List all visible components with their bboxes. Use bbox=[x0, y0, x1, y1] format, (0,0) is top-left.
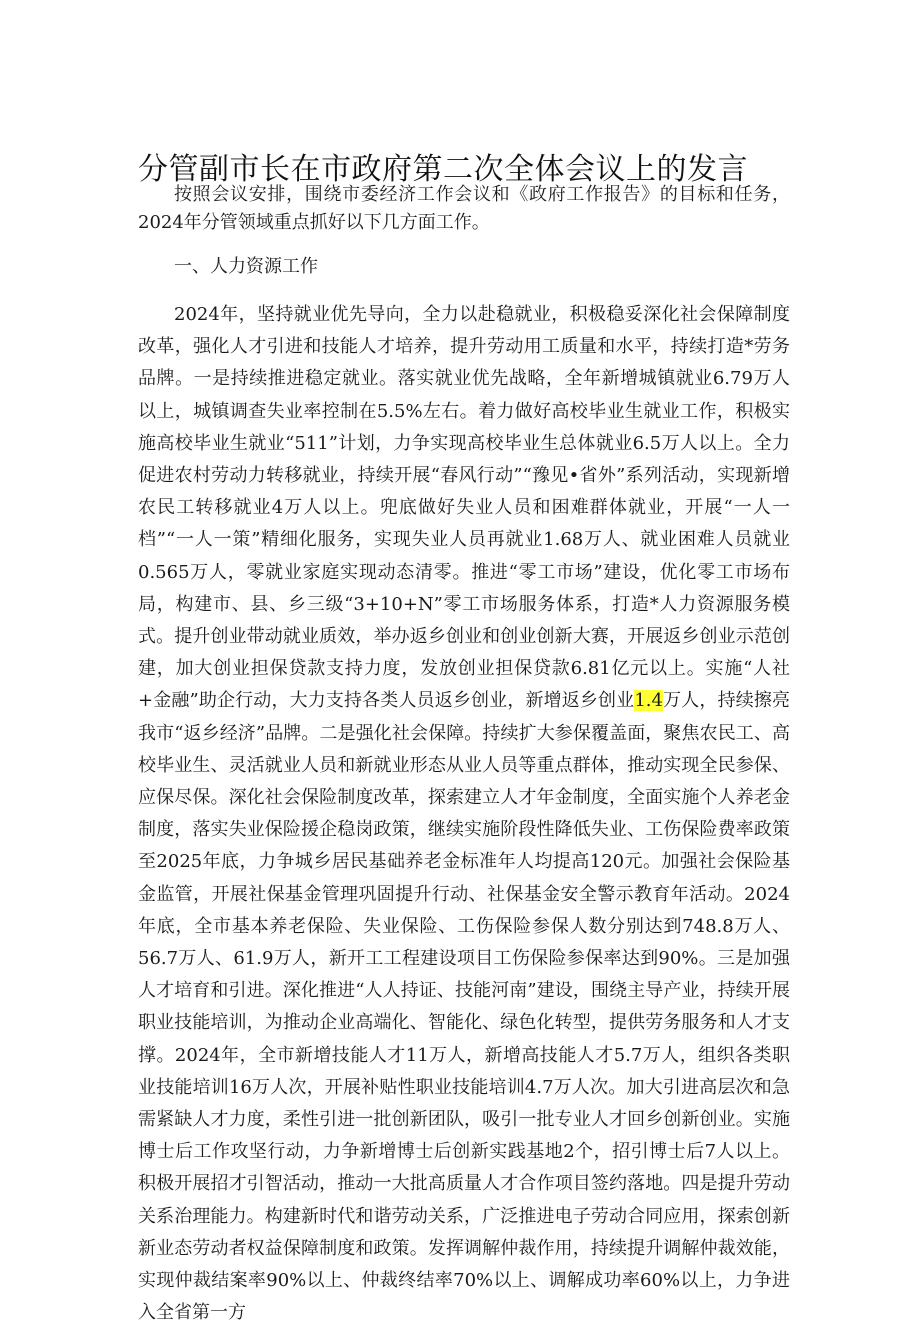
intro-paragraph: 按照会议安排，围绕市委经济工作会议和《政府工作报告》的目标和任务，2024年分管领域重点抓好以下几方面工作。 bbox=[138, 184, 790, 233]
document-body bbox=[138, 181, 790, 1330]
main-paragraph bbox=[138, 299, 790, 1330]
main-text-before: 2024年，坚持就业优先导向，全力以赴稳就业，积极稳妥深化社会保障制度改革，强化人才引进和技能人才培养，提升劳动用工质量和水平，持续打造*劳务品牌。一是持续推进稳定就业。落实就业优先战略，全年新增城镇就业6.79万人以上，城镇调查失业率控制在5.5%左右。着力做好高校毕业生就业工作，积极实施高校毕业生就业“511”计划，力争实现高校毕业生总体就业6.5万人以上。全力促进农村劳动力转移就业，持续开展“春风行动”“豫见•省外”系列活动，实现新增农民工转移就业4万人以上。兜底做好失业人员和困难群体就业，开展“一人一档”“一人一策”精细化服务，实现失业人员再就业1.68万人、就业困难人员就业0.565万人，零就业家庭实现动态清零。推进“零工市场”建设，优化零工市场布局，构建市、县、乡三级“3+10+N”零工市场服务体系，打造*人力资源服务模式。提升创业带动就业质效，举办返乡创业和创业创新大赛，开展返乡创业示范创建，加大创业担保贷款支持力度，发放创业担保贷款6.81亿元以上。实施“人社+金融”助企行动，大力支持各类人员返乡创业，新增返乡创业 bbox=[138, 304, 790, 712]
main-text-after: 万人，持续擦亮我市“返乡经济”品牌。二是强化社会保障。持续扩大参保覆盖面，聚焦农民工、高校毕业生、灵活就业人员和新就业形态从业人员等重点群体，推动实现全民参保、应保尽保。深化社会保险制度改革，探索建立人才年金制度，全面实施个人养老金制度，落实失业保险援企稳岗政策，继续实施阶段性降低失业、工伤保险费率政策至2025年底，力争城乡居民基础养老金标准年人均提高120元。加强社会保险基金监管，开展社保基金管理巩固提升行动、社保基金安全警示教育年活动。2024年底，全市基本养老保险、失业保险、工伤保险参保人数分别达到748.8万人、56.7万人、61.9万人，新开工工程建设项目工伤保险参保率达到90%。三是加强人才培育和引进。深化推进“人人持证、技能河南”建设，围绕主导产业，持续开展职业技能培训，为推动企业高端化、智能化、绿色化转型，提供劳务服务和人才支撑。2024年，全市新增技能人才11万人，新增高技能人才5.7万人，组织各类职业技能培训16万人次，开展补贴性职业技能培训4.7万人次。加大引进高层次和急需紧缺人才力度，柔性引进一批创新团队，吸引一批专业人才回乡创新创业。实施博士后工作攻坚行动，力争新增博士后创新实践基地2个，招引博士后7人以上。积极开展招才引智活动，推动一大批高质量人才合作项目签约落地。四是提升劳动关系治理能力。构建新时代和谐劳动关系，广泛推进电子劳动合同应用，探索创新新业态劳动者权益保障制度和政策。发挥调解仲裁作用，持续提升调解仲裁效能，实现仲裁结案率90%以上、仲裁终结率70%以上、调解成功率60%以上，力争进入全省第一方 bbox=[138, 690, 790, 1324]
section-heading: 一、人力资源工作 bbox=[174, 256, 318, 277]
document-title: 分管副市长在市政府第二次全体会议上的发言 bbox=[138, 152, 748, 188]
highlighted-number: 1.4 bbox=[634, 690, 663, 712]
